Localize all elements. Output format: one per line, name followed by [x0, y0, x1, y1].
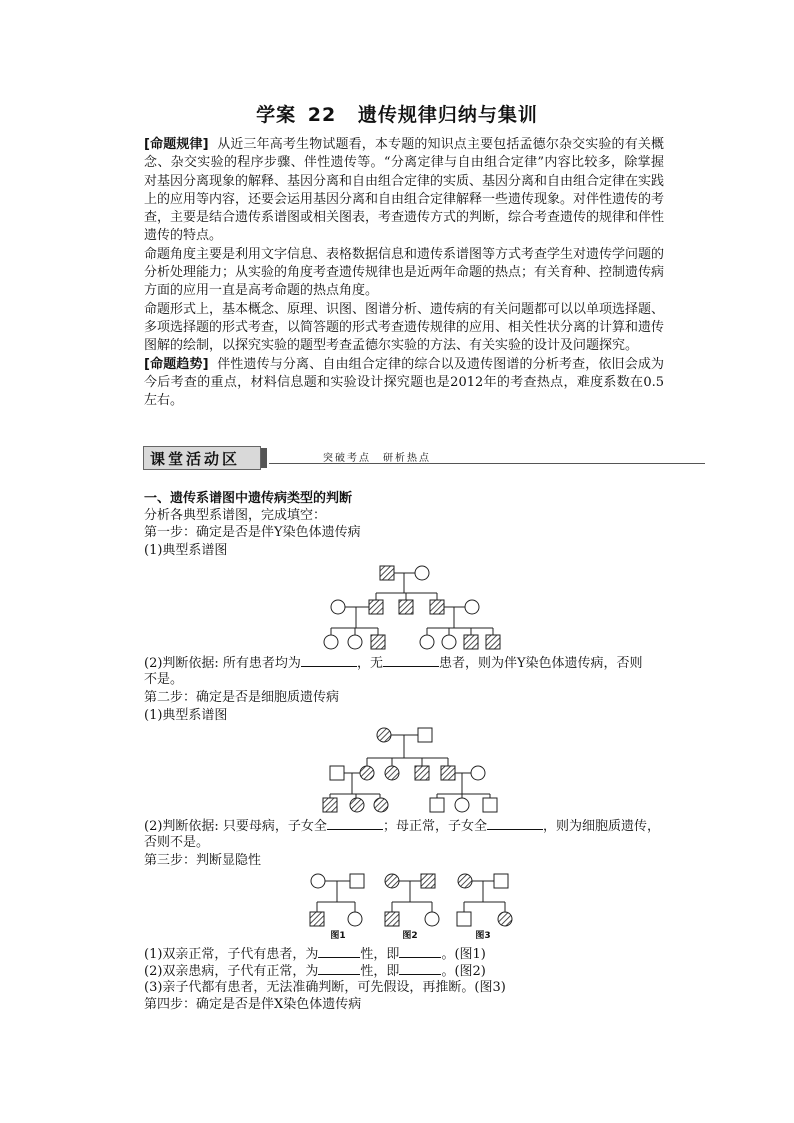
step1-basis-text-b: ，无 — [356, 656, 383, 671]
affected-male — [371, 635, 385, 649]
tag-trend: [命题趋势] — [144, 356, 209, 372]
normal-female — [348, 635, 362, 649]
step1-basis-cont: 不是。 — [144, 672, 184, 687]
pedigree-cytoplasmic — [323, 728, 497, 812]
normal-female — [425, 912, 439, 926]
answer-blank[interactable] — [301, 654, 357, 667]
normal-male — [494, 874, 508, 888]
normal-female — [324, 635, 338, 649]
affected-male — [380, 566, 394, 580]
normal-female — [442, 635, 456, 649]
step3-item-1 — [144, 945, 486, 963]
intro-paragraph-3: 命题形式上，基本概念、原理、识图、图谱分析、遗传病的有关问题都可以以单项选择题、多项选择题的形式考查，以简答题的形式考查遗传规律的应用、相关性状分离的计算和遗传图解的绘制，以探究实验的题型考查孟德尔实验的方法、有关实验的设计及问题探究。 — [144, 301, 665, 354]
answer-blank[interactable] — [383, 654, 439, 667]
normal-male — [483, 798, 497, 812]
instruction: 分析各典型系谱图，完成填空： — [144, 508, 327, 523]
step2-basis-cont: 否则不是。 — [144, 835, 210, 850]
step3-item-3: (3)亲子代都有患者，无法准确判断，可先假设，再推断。(图3) — [144, 980, 506, 995]
affected-male — [399, 600, 413, 614]
affected-female — [377, 728, 391, 742]
normal-female — [455, 798, 469, 812]
normal-female — [471, 766, 485, 780]
step1-figure-label: (1)典型系谱图 — [144, 543, 228, 558]
normal-male — [350, 874, 364, 888]
step1-basis-text-c: 患者，则为伴Y染色体遗传病，否则 — [438, 656, 643, 671]
step4-title: 第四步：确定是否是伴X染色体遗传病 — [144, 997, 362, 1012]
step1-title: 第一步：确定是否是伴Y染色体遗传病 — [144, 525, 361, 540]
normal-female — [420, 635, 434, 649]
normal-female — [465, 600, 479, 614]
normal-male — [330, 766, 344, 780]
answer-blank[interactable] — [318, 945, 360, 958]
affected-male — [415, 766, 429, 780]
answer-blank[interactable] — [487, 817, 543, 830]
affected-male — [486, 635, 500, 649]
step2-title: 第二步：确定是否是细胞质遗传病 — [144, 690, 340, 705]
affected-female — [458, 874, 472, 888]
affected-male — [421, 874, 435, 888]
normal-male — [418, 728, 432, 742]
step3-item1-text-b: 性，即 — [360, 947, 400, 962]
step1-basis — [144, 654, 643, 672]
step3-item2-text-c: 。(图2) — [441, 964, 486, 979]
affected-male — [369, 600, 383, 614]
affected-male — [441, 766, 455, 780]
affected-male — [310, 912, 324, 926]
normal-male — [430, 798, 444, 812]
affected-male — [430, 600, 444, 614]
intro-text-1: 从近三年高考生物试题看，本专题的知识点主要包括孟德尔杂交实验的有关概念、杂交实验的程序步骤、伴性遗传等。“分离定律与自由组合定律”内容比较多，除掌握对基因分离现象的解释、基因分离和自由组合定律的实质、基因分离和自由组合定律在实践上的应用等内容，还要会运用基因分离和自由组合定律解释一些遗传现象。对伴性遗传的考查，主要是结合遗传系谱图或相关图表，考查遗传方式的判断，综合考查遗传的规律和伴性遗传的特点。 — [144, 137, 665, 244]
step3-item1-text-c: 。(图1) — [441, 947, 486, 962]
intro-text-4: 伴性遗传与分离、自由组合定律的综合以及遗传图谱的分析考查，依旧会成为今后考查的重点，材料信息题和实验设计探究题也是2012年的考查热点，难度系数在0.5左右。 — [144, 356, 664, 409]
step3-item2-text-a: (2)双亲患病，子代有正常，为 — [144, 964, 319, 979]
figure-1-label: 图1 — [330, 931, 346, 941]
title-prefix: 学案 — [256, 104, 297, 126]
pedigree-figure-1 — [310, 874, 364, 926]
figure-2-label: 图2 — [402, 931, 418, 941]
affected-female — [350, 798, 364, 812]
answer-blank[interactable] — [399, 962, 441, 975]
affected-male — [385, 912, 399, 926]
step2-basis-text-c: ，则为细胞质遗传， — [542, 819, 660, 834]
affected-female — [374, 798, 388, 812]
pedigree-figure-2 — [385, 874, 439, 926]
affected-female — [385, 874, 399, 888]
step3-item1-text-a: (1)双亲正常，子代有患者，为 — [144, 947, 319, 962]
affected-female — [385, 766, 399, 780]
figure-3-label: 图3 — [475, 931, 491, 941]
affected-female — [360, 766, 374, 780]
affected-male — [464, 635, 478, 649]
step2-figure-label: (1)典型系谱图 — [144, 708, 228, 723]
intro-paragraph-2: 命题角度主要是利用文字信息、表格数据信息和遗传系谱图等方式考查学生对遗传学问题的分析处理能力；从实验的角度考查遗传规律也是近两年命题的热点；有关育种、控制遗传病方面的应用一直是高考命题的热点角度。 — [144, 246, 665, 299]
normal-female — [311, 874, 325, 888]
step1-basis-text-a: (2)判断依据: 所有患者均为 — [144, 656, 301, 671]
normal-female — [331, 600, 345, 614]
title-text: 遗传规律归纳与集训 — [357, 104, 538, 126]
banner-label: 课堂活动区 — [143, 446, 261, 470]
pedigree-figure-3 — [457, 874, 512, 926]
answer-blank[interactable] — [318, 962, 360, 975]
section-heading: 一、遗传系谱图中遗传病类型的判断 — [144, 491, 353, 506]
step2-basis-text-a: (2)判断依据: 只要母病，子女全 — [144, 819, 327, 834]
step3-item-2 — [144, 962, 486, 980]
step2-basis — [144, 817, 660, 835]
title-number: 22 — [307, 104, 337, 126]
normal-male — [457, 912, 471, 926]
banner-subtitle: 突破考点 研析热点 — [323, 453, 431, 464]
tag-rule: [命题规律] — [144, 137, 209, 152]
step2-basis-text-b: ；母正常，子女全 — [382, 819, 487, 834]
answer-blank[interactable] — [327, 817, 383, 830]
affected-male — [323, 798, 337, 812]
step3-title: 第三步：判断显隐性 — [144, 853, 262, 868]
normal-female — [415, 566, 429, 580]
answer-blank[interactable] — [399, 945, 441, 958]
affected-female — [498, 912, 512, 926]
step3-item2-text-b: 性，即 — [360, 964, 400, 979]
normal-female — [348, 912, 362, 926]
